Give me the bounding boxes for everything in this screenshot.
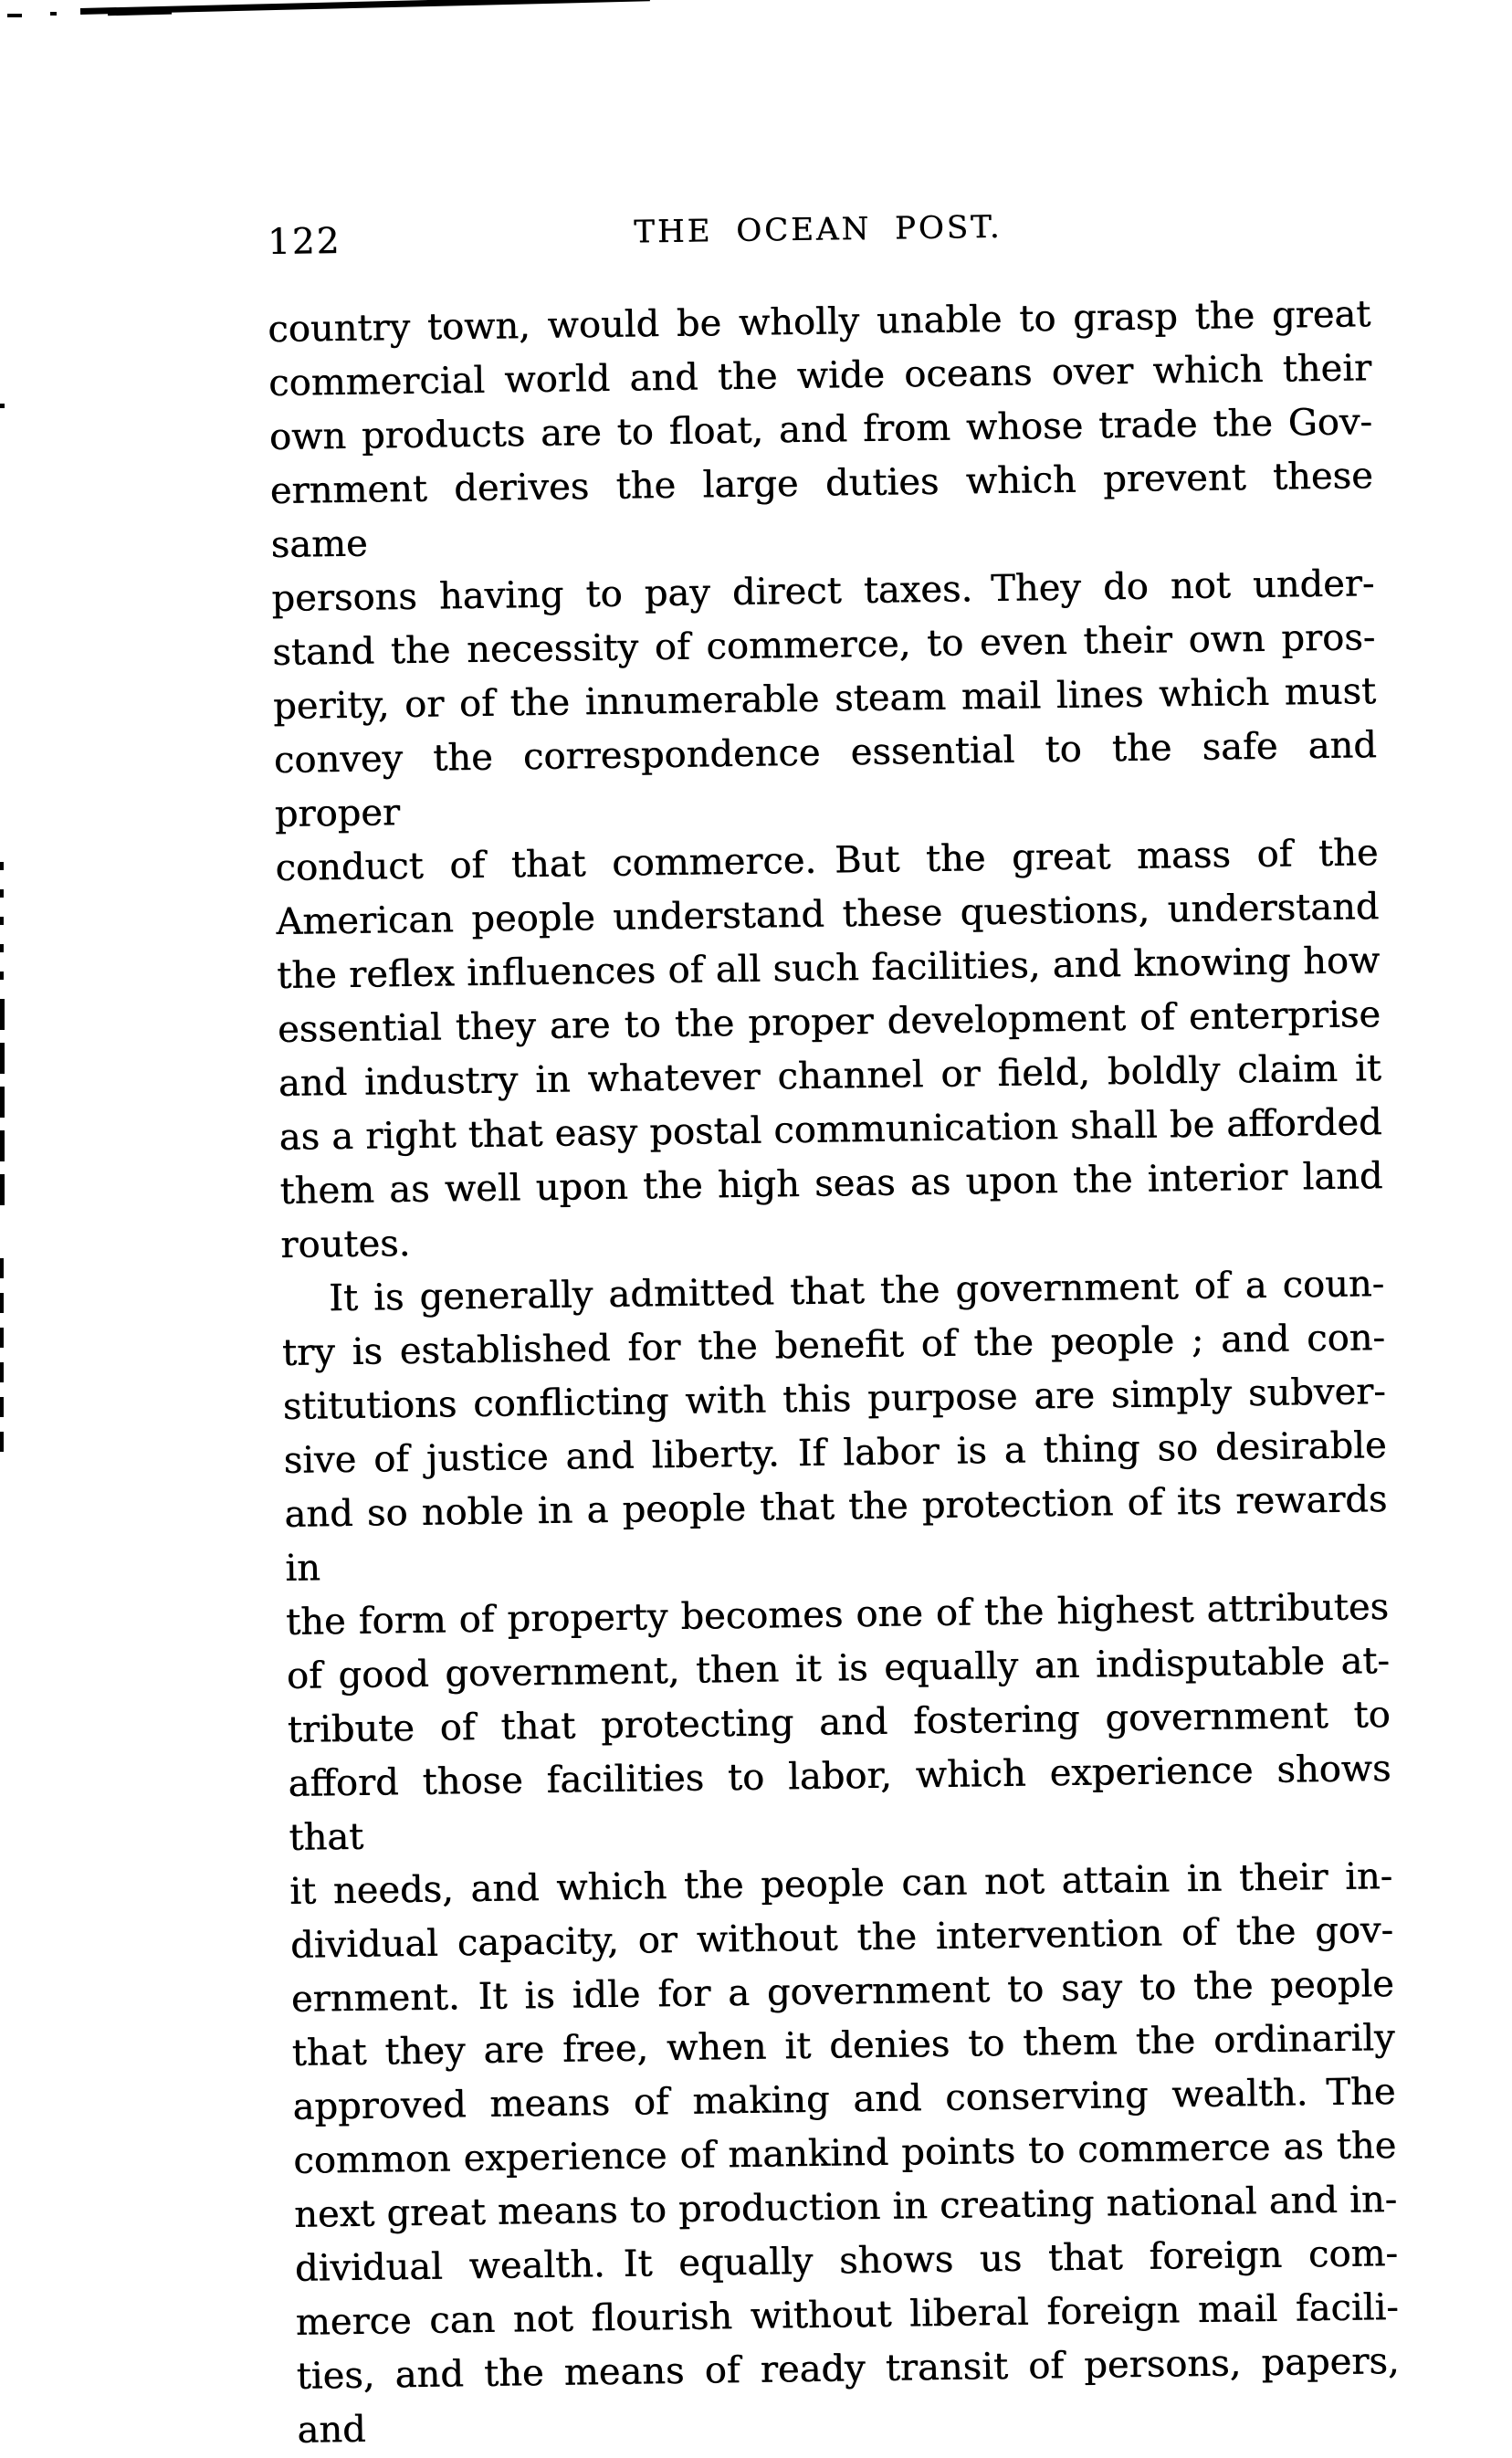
body-text: [268, 288, 1401, 2458]
scan-artifact-edge-marks: [0, 999, 5, 1218]
text-line: afford those facilities to labor, which experience shows that: [288, 1747, 1391, 1859]
text-line: them as well upon the high seas as upon the interior land: [279, 1155, 1383, 1213]
text-line: ernment derives the large duties which prevent these same: [269, 455, 1374, 566]
text-line: routes.: [280, 1222, 411, 1266]
text-line: persons having to pay direct taxes. They do not under-: [271, 562, 1375, 620]
text-line: commercial world and the wide oceans over which their: [268, 347, 1372, 404]
text-line: conduct of that commerce. But the great mass of the: [275, 832, 1379, 889]
scan-artifact-edge-marks: [0, 1258, 4, 1454]
text-line: ties, and the means of ready transit of persons, papers, and: [296, 2339, 1400, 2452]
text-line: convey the correspondence essential to the safe and proper: [273, 724, 1378, 835]
text-line: tribute of that protecting and fostering government to: [287, 1693, 1391, 1751]
text-line: the reflex influences of all such facilities, and knowing how: [276, 940, 1381, 997]
text-line: that they are free, when it denies to them the ordinarily: [291, 2016, 1395, 2075]
scan-artifact-edge-marks: [0, 862, 4, 999]
text-line: country town, would be wholly unable to grasp the great: [268, 293, 1371, 351]
scan-artifact-top-dot: [50, 12, 57, 16]
scan-artifact-top-dash: [7, 14, 22, 17]
text-line: and industry in whatever channel or field, boldly claim it: [278, 1047, 1382, 1105]
text-line: It is generally admitted that the government of a coun-: [328, 1263, 1385, 1320]
text-line: the form of property becomes one of the highest attributes: [285, 1585, 1390, 1644]
text-line: sive of justice and liberty. If labor is a thing so desirable: [283, 1424, 1387, 1482]
running-title: THE OCEAN POST.: [633, 208, 1003, 251]
text-line: stitutions conflicting with this purpose are simply subver-: [282, 1371, 1387, 1428]
text-line: dividual capacity, or without the intervention of the gov-: [289, 1908, 1394, 1967]
text-line: stand the necessity of commerce, to even their own pros-: [271, 616, 1376, 674]
page-content: [267, 204, 1400, 2452]
text-line: perity, or of the innumerable steam mail lines which must: [272, 670, 1377, 728]
running-head: [267, 204, 1370, 263]
text-line: and so noble in a people that the protection of its rewards in: [284, 1478, 1388, 1590]
text-line: American people understand these questions, understand: [276, 886, 1380, 943]
text-line: essential they are to the proper development of enterprise: [277, 993, 1381, 1051]
scan-artifact-edge-dash: [0, 404, 5, 408]
text-line: merce can not flourish without liberal foreign mail facili-: [295, 2285, 1400, 2344]
text-line: of good government, then it is equally an indisputable at-: [286, 1639, 1391, 1697]
text-line: it needs, and which the people can not attain in their in-: [289, 1854, 1393, 1913]
text-line: ernment. It is idle for a government to say to the people: [290, 1962, 1395, 2021]
text-line: approved means of making and conserving wealth. The: [292, 2070, 1396, 2128]
scan-artifact-top-line: [80, 0, 650, 15]
text-line: dividual wealth. It equally shows us that foreign com-: [294, 2232, 1399, 2290]
text-line: next great means to production in creating national and in-: [293, 2178, 1398, 2236]
text-line: common experience of mankind points to commerce as the: [293, 2124, 1397, 2182]
text-line: own products are to float, and from whose trade the Gov-: [268, 401, 1373, 458]
page-number: 122: [267, 220, 341, 263]
text-line: try is established for the benefit of the people ; and con-: [281, 1317, 1386, 1374]
text-line: as a right that easy postal communication shall be afforded: [278, 1101, 1382, 1159]
